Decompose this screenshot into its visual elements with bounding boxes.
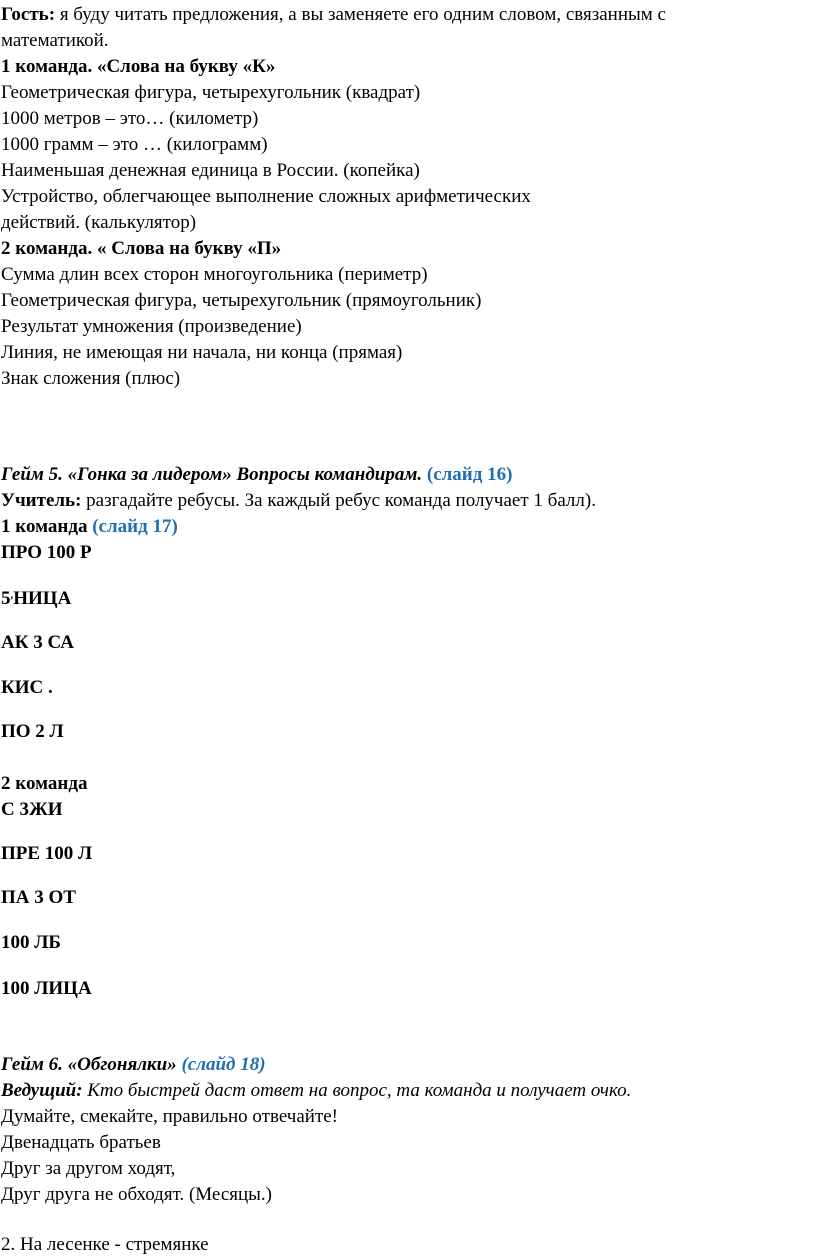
team2-word-item: Сумма длин всех сторон многоугольника (периметр) <box>1 264 428 285</box>
rebus-item <box>1 586 71 612</box>
guest-text-continued: математикой. <box>1 30 109 51</box>
rebus-item: 100 ЛИЦА <box>1 978 92 999</box>
rebus-item: 100 ЛБ <box>1 932 61 953</box>
team2-words-heading: 2 команда. « Слова на букву «П» <box>1 238 282 259</box>
game5-title-line <box>1 462 512 488</box>
guest-label: Гость: <box>1 4 56 25</box>
rebus-item: ПО 2 Л <box>1 721 64 742</box>
team1-word-item: Устройство, облегчающее выполнение сложных арифметических <box>1 186 531 207</box>
rebus-item: ПРЕ 100 Л <box>1 843 93 864</box>
team1-word-item: действий. (калькулятор) <box>1 212 197 233</box>
rebus-item: ПРО 100 Р <box>1 542 92 563</box>
team1-word-item: Геометрическая фигура, четырехугольник (квадрат) <box>1 82 421 103</box>
team2-word-item: Результат умножения (произведение) <box>1 316 302 337</box>
team1-word-item: Наименьшая денежная единица в России. (копейка) <box>1 160 420 181</box>
rebus-item: С 3ЖИ <box>1 799 63 820</box>
game6-line: Друг за другом ходят, <box>1 1158 176 1179</box>
game6-line: Думайте, смекайте, правильно отвечайте! <box>1 1106 339 1127</box>
team1-rebus-heading <box>1 514 178 540</box>
game5-title: Гейм 5. «Гонка за лидером» Вопросы командирам. <box>1 464 423 485</box>
team1-words-heading: 1 команда. «Слова на букву «К» <box>1 56 276 77</box>
team1-slide: (слайд 17) <box>87 516 178 537</box>
game6-title-line <box>1 1052 266 1078</box>
host-text: Кто быстрей даст ответ на вопрос, та команда и получает очко. <box>82 1080 632 1101</box>
team2-word-item: Знак сложения (плюс) <box>1 368 181 389</box>
rebus-item: ПА 3 ОТ <box>1 887 76 908</box>
host-label: Ведущий: <box>1 1080 83 1101</box>
team2-rebus-heading: 2 команда <box>1 773 88 794</box>
team1-label: 1 команда <box>1 516 88 537</box>
teacher-line <box>1 488 596 514</box>
teacher-label: Учитель: <box>1 490 82 511</box>
game6-line: Двенадцать братьев <box>1 1132 161 1153</box>
host-line <box>1 1078 631 1104</box>
riddle-line: 2. На лесенке - стремянке <box>1 1234 209 1255</box>
guest-line <box>1 2 666 28</box>
game6-title: Гейм 6. «Обгонялки» <box>1 1054 177 1075</box>
team1-word-item: 1000 грамм – это … (килограмм) <box>1 134 268 155</box>
guest-text: я буду читать предложения, а вы заменяете его одним словом, связанным с <box>55 4 666 25</box>
team1-word-item: 1000 метров – это… (километр) <box>1 108 259 129</box>
rebus-number: 5 <box>1 588 11 609</box>
game6-slide: (слайд 18) <box>176 1054 266 1075</box>
teacher-text: разгадайте ребусы. За каждый ребус команда получает 1 балл). <box>81 490 596 511</box>
rebus-comma: , <box>10 589 14 601</box>
team2-word-item: Геометрическая фигура, четырехугольник (прямоугольник) <box>1 290 482 311</box>
team2-word-item: Линия, не имеющая ни начала, ни конца (прямая) <box>1 342 403 363</box>
rebus-item: АК 3 СА <box>1 632 74 653</box>
game6-line: Друг друга не обходят. (Месяцы.) <box>1 1184 273 1205</box>
rebus-text: НИЦА <box>13 588 72 609</box>
game5-slide: (слайд 16) <box>422 464 513 485</box>
rebus-item: КИС . <box>1 677 53 698</box>
